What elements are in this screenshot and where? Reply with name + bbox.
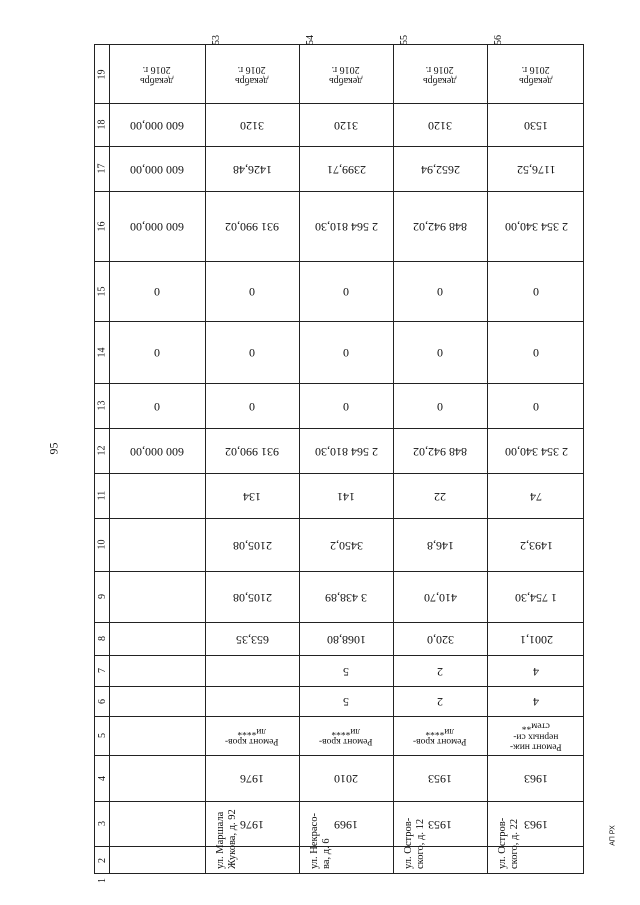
work-type xyxy=(510,720,562,751)
row-54-cell-16 xyxy=(299,191,393,261)
row-54-cell-7 xyxy=(299,655,393,686)
cell-value: 3 438,89 xyxy=(325,590,367,605)
cell-value: 410,70 xyxy=(423,590,457,605)
year-built: 1969 xyxy=(334,817,358,832)
row-56-cell-16 xyxy=(487,191,585,261)
row-number: 56 xyxy=(493,35,504,45)
row-55-cell-12 xyxy=(393,428,487,473)
page-number: 95 xyxy=(46,442,61,455)
column-number-8 xyxy=(95,622,109,655)
column-number-7 xyxy=(95,655,109,686)
row-55-cell-4 xyxy=(393,755,487,801)
cell-value: 0 xyxy=(249,284,255,299)
row-56-cell-12 xyxy=(487,428,585,473)
row-56-cell-17 xyxy=(487,146,585,191)
capital-repair-table xyxy=(94,35,584,883)
row-55-cell-14 xyxy=(393,321,487,383)
row-55-cell-18 xyxy=(393,103,487,146)
work-type xyxy=(319,725,373,746)
row-56-cell-10 xyxy=(487,518,585,571)
row-53-cell-18 xyxy=(205,103,299,146)
row-55-cell-13 xyxy=(393,383,487,428)
cell-value: 0 xyxy=(437,345,443,360)
column-number-15 xyxy=(95,261,109,321)
column-number-17 xyxy=(95,146,109,191)
cell-value: 22 xyxy=(434,489,446,504)
row-53-cell-8 xyxy=(205,622,299,655)
row-56-cell-7 xyxy=(487,655,585,686)
address-line: ва, д. 6 xyxy=(321,838,333,869)
cell-value: 2652,94 xyxy=(420,162,460,177)
work-type-line: Ремонт кров- xyxy=(319,735,373,746)
year-built: 1953 xyxy=(428,817,452,832)
address-line: ул. Остров- xyxy=(497,817,508,869)
cell-value: 146,8 xyxy=(426,538,454,553)
cell-value: 2 564 810,30 xyxy=(314,219,378,234)
cell-value: 2001,1 xyxy=(519,632,553,647)
row-53-cell-15 xyxy=(205,261,299,321)
summary-value: 600 000,00 xyxy=(130,219,184,234)
row-53-cell-14 xyxy=(205,321,299,383)
row-53-cell-12 xyxy=(205,428,299,473)
row-56-address xyxy=(497,818,521,869)
cell-value: 0 xyxy=(343,284,349,299)
row-56-cell-14 xyxy=(487,321,585,383)
completion-date-line: 2016 г. xyxy=(426,64,454,75)
summary-date-line: декабрь xyxy=(140,74,174,86)
work-type-line: ли**** xyxy=(237,725,267,736)
cell-value: 0 xyxy=(533,284,539,299)
summary-cell-13 xyxy=(109,383,205,428)
completion-date-line: 2016 г. xyxy=(238,64,266,75)
summary-cell-12 xyxy=(109,428,205,473)
work-type-line: ли**** xyxy=(425,725,455,736)
cell-value: 3450,2 xyxy=(329,538,363,553)
row-54-cell-9 xyxy=(299,571,393,622)
summary-date-line: 2016 г. xyxy=(143,64,171,75)
summary-cell-15 xyxy=(109,261,205,321)
work-type-line: стем** xyxy=(521,720,551,731)
row-53-cell-13 xyxy=(205,383,299,428)
row-53-cell-5 xyxy=(205,716,299,755)
row-54-cell-12 xyxy=(299,428,393,473)
row-55-cell-11 xyxy=(393,473,487,518)
cell-value: 1530 xyxy=(524,118,548,133)
cell-value: 2105,08 xyxy=(232,538,272,553)
completion-date-line: 2016 г. xyxy=(522,64,550,75)
row-54-address xyxy=(309,813,333,869)
cell-value: 931 990,02 xyxy=(225,219,279,234)
cell-value: 848 942,02 xyxy=(413,219,467,234)
work-type xyxy=(225,725,279,746)
address-line: ского, д. 12 xyxy=(415,818,427,869)
year-built: 1976 xyxy=(240,817,264,832)
completion-date-line: декабрь xyxy=(329,74,363,86)
column-number-label: 10 xyxy=(96,539,108,550)
work-type-line: Ремонт ниж- xyxy=(510,741,562,752)
row-number: 53 xyxy=(211,35,222,45)
cell-value: 4 xyxy=(533,694,539,709)
column-number-label: 3 xyxy=(96,821,108,826)
cell-value: 1426,48 xyxy=(232,162,272,177)
cell-value: 0 xyxy=(437,284,443,299)
column-number-18 xyxy=(95,103,109,146)
column-number-13 xyxy=(95,383,109,428)
cell-value: 2 564 810,30 xyxy=(314,444,378,459)
cell-value: 0 xyxy=(343,345,349,360)
row-56-cell-11 xyxy=(487,473,585,518)
row-54-cell-14 xyxy=(299,321,393,383)
column-number-3 xyxy=(95,801,109,846)
column-number-label: 19 xyxy=(96,69,108,79)
cell-value: 0 xyxy=(533,399,539,414)
column-number-label: 1 xyxy=(96,878,108,883)
cell-value: 1 754,30 xyxy=(515,590,557,605)
row-56-cell-13 xyxy=(487,383,585,428)
address-line: ул. Маршала xyxy=(215,811,226,869)
cell-value: 0 xyxy=(249,345,255,360)
summary-cell-18 xyxy=(109,103,205,146)
column-number-6 xyxy=(95,686,109,716)
row-55-cell-9 xyxy=(393,571,487,622)
address-line: ул. Некрасо- xyxy=(309,813,320,869)
row-54-cell-15 xyxy=(299,261,393,321)
row-55-cell-15 xyxy=(393,261,487,321)
footer-mark: АП РХ xyxy=(609,825,617,846)
row-55-cell-8 xyxy=(393,622,487,655)
row-54-cell-19 xyxy=(299,45,393,103)
row-56-cell-19 xyxy=(487,45,585,103)
summary-cell-16 xyxy=(109,191,205,261)
row-55-cell-5 xyxy=(393,716,487,755)
column-number-label: 15 xyxy=(96,286,108,296)
address-line: ского, д. 22 xyxy=(509,818,521,869)
row-53-cell-16 xyxy=(205,191,299,261)
column-number-label: 9 xyxy=(96,594,108,599)
summary-value: 600 000,00 xyxy=(130,162,184,177)
row-56-cell-8 xyxy=(487,622,585,655)
cell-value: 2 xyxy=(437,694,443,709)
cell-value: 2 xyxy=(437,664,443,679)
column-number-9 xyxy=(95,571,109,622)
column-number-label: 5 xyxy=(96,733,108,738)
cell-value: 134 xyxy=(243,489,261,504)
summary-cell-19 xyxy=(109,45,205,103)
row-55-cell-16 xyxy=(393,191,487,261)
cell-value: 320,0 xyxy=(426,632,454,647)
column-number-label: 8 xyxy=(96,636,108,641)
column-number-1 xyxy=(95,875,109,886)
cell-value: 74 xyxy=(530,489,542,504)
completion-date xyxy=(329,64,362,85)
row-55-address xyxy=(403,818,427,869)
work-type-line: Ремонт кров- xyxy=(225,735,279,746)
year-built: 1963 xyxy=(524,817,548,832)
column-number-label: 18 xyxy=(96,119,108,130)
cell-value: 3120 xyxy=(240,118,264,133)
row-55-cell-19 xyxy=(393,45,487,103)
column-number-16 xyxy=(95,191,109,261)
cell-value: 2399,71 xyxy=(326,162,366,177)
address-line: ул. Остров- xyxy=(403,817,414,869)
year-commissioned: 1953 xyxy=(428,771,452,786)
row-54-cell-11 xyxy=(299,473,393,518)
column-number-2 xyxy=(95,846,109,875)
row-56-cell-6 xyxy=(487,686,585,716)
row-55-cell-10 xyxy=(393,518,487,571)
completion-date-line: декабрь xyxy=(423,74,457,86)
row-54-cell-5 xyxy=(299,716,393,755)
summary-date xyxy=(140,64,173,85)
row-53-cell-9 xyxy=(205,571,299,622)
row-56-cell-9 xyxy=(487,571,585,622)
cell-value: 5 xyxy=(343,694,349,709)
row-56-cell-18 xyxy=(487,103,585,146)
cell-value: 4 xyxy=(533,664,539,679)
year-commissioned: 1963 xyxy=(524,771,548,786)
column-number-10 xyxy=(95,518,109,571)
row-number: 55 xyxy=(399,35,410,45)
completion-date xyxy=(423,64,456,85)
column-number-label: 16 xyxy=(96,221,108,231)
cell-value: 653,35 xyxy=(235,632,269,647)
row-number: 54 xyxy=(305,35,316,45)
row-53-cell-4 xyxy=(205,755,299,801)
work-type xyxy=(413,725,467,746)
year-commissioned: 2010 xyxy=(334,771,358,786)
cell-value: 3120 xyxy=(428,118,452,133)
completion-date xyxy=(235,64,268,85)
cell-value: 2105,08 xyxy=(232,590,272,605)
row-54-cell-8 xyxy=(299,622,393,655)
cell-value: 141 xyxy=(337,489,355,504)
column-number-label: 11 xyxy=(96,490,108,501)
cell-value: 0 xyxy=(437,399,443,414)
column-number-4 xyxy=(95,755,109,801)
column-number-label: 6 xyxy=(96,698,108,704)
cell-value: 0 xyxy=(249,399,255,414)
cell-value: 848 942,02 xyxy=(413,444,467,459)
column-number-11 xyxy=(95,473,109,518)
row-55-cell-17 xyxy=(393,146,487,191)
row-53-cell-19 xyxy=(205,45,299,103)
column-number-label: 14 xyxy=(96,347,108,357)
cell-value: 2 354 340,00 xyxy=(504,444,568,459)
completion-date xyxy=(519,64,552,85)
row-53-cell-10 xyxy=(205,518,299,571)
cell-value: 2 354 340,00 xyxy=(504,219,568,234)
address-line: Жукова, д. 92 xyxy=(227,809,239,869)
work-type-line: Ремонт кров- xyxy=(413,735,467,746)
row-54-cell-10 xyxy=(299,518,393,571)
cell-value: 1176,52 xyxy=(516,162,556,177)
cell-value: 0 xyxy=(343,399,349,414)
cell-value: 3120 xyxy=(334,118,358,133)
row-55-cell-6 xyxy=(393,686,487,716)
completion-date-line: 2016 г. xyxy=(332,64,360,75)
column-number-label: 4 xyxy=(96,775,108,781)
summary-cell-17 xyxy=(109,146,205,191)
column-number-label: 13 xyxy=(96,400,108,411)
work-type-line: ли**** xyxy=(331,725,361,736)
row-53-cell-11 xyxy=(205,473,299,518)
column-number-5 xyxy=(95,716,109,755)
cell-value: 0 xyxy=(533,345,539,360)
row-56-cell-5 xyxy=(487,716,585,755)
row-56-cell-15 xyxy=(487,261,585,321)
column-number-label: 2 xyxy=(96,858,108,863)
completion-date-line: декабрь xyxy=(235,74,269,86)
row-53-address xyxy=(215,809,239,869)
column-number-label: 17 xyxy=(96,163,108,174)
year-commissioned: 1976 xyxy=(240,771,264,786)
column-number-12 xyxy=(95,428,109,473)
row-56-cell-4 xyxy=(487,755,585,801)
column-number-19 xyxy=(95,45,109,103)
column-number-label: 12 xyxy=(96,445,108,456)
cell-value: 5 xyxy=(343,664,349,679)
row-54-cell-18 xyxy=(299,103,393,146)
row-54-cell-17 xyxy=(299,146,393,191)
cell-value: 1068,80 xyxy=(326,632,366,647)
row-55-cell-7 xyxy=(393,655,487,686)
row-54-cell-13 xyxy=(299,383,393,428)
column-number-14 xyxy=(95,321,109,383)
row-54-cell-4 xyxy=(299,755,393,801)
row-54-cell-6 xyxy=(299,686,393,716)
completion-date-line: декабрь xyxy=(519,74,553,86)
cell-value: 1493,2 xyxy=(519,538,553,553)
summary-value: 600 000,00 xyxy=(130,444,184,459)
column-number-label: 7 xyxy=(96,668,108,673)
summary-value: 0 xyxy=(154,399,160,414)
summary-value: 0 xyxy=(154,345,160,360)
work-type-line: нерных си- xyxy=(513,730,559,741)
summary-value: 0 xyxy=(154,284,160,299)
summary-cell-14 xyxy=(109,321,205,383)
row-53-cell-17 xyxy=(205,146,299,191)
summary-value: 600 000,00 xyxy=(130,118,184,133)
cell-value: 931 990,02 xyxy=(225,444,279,459)
